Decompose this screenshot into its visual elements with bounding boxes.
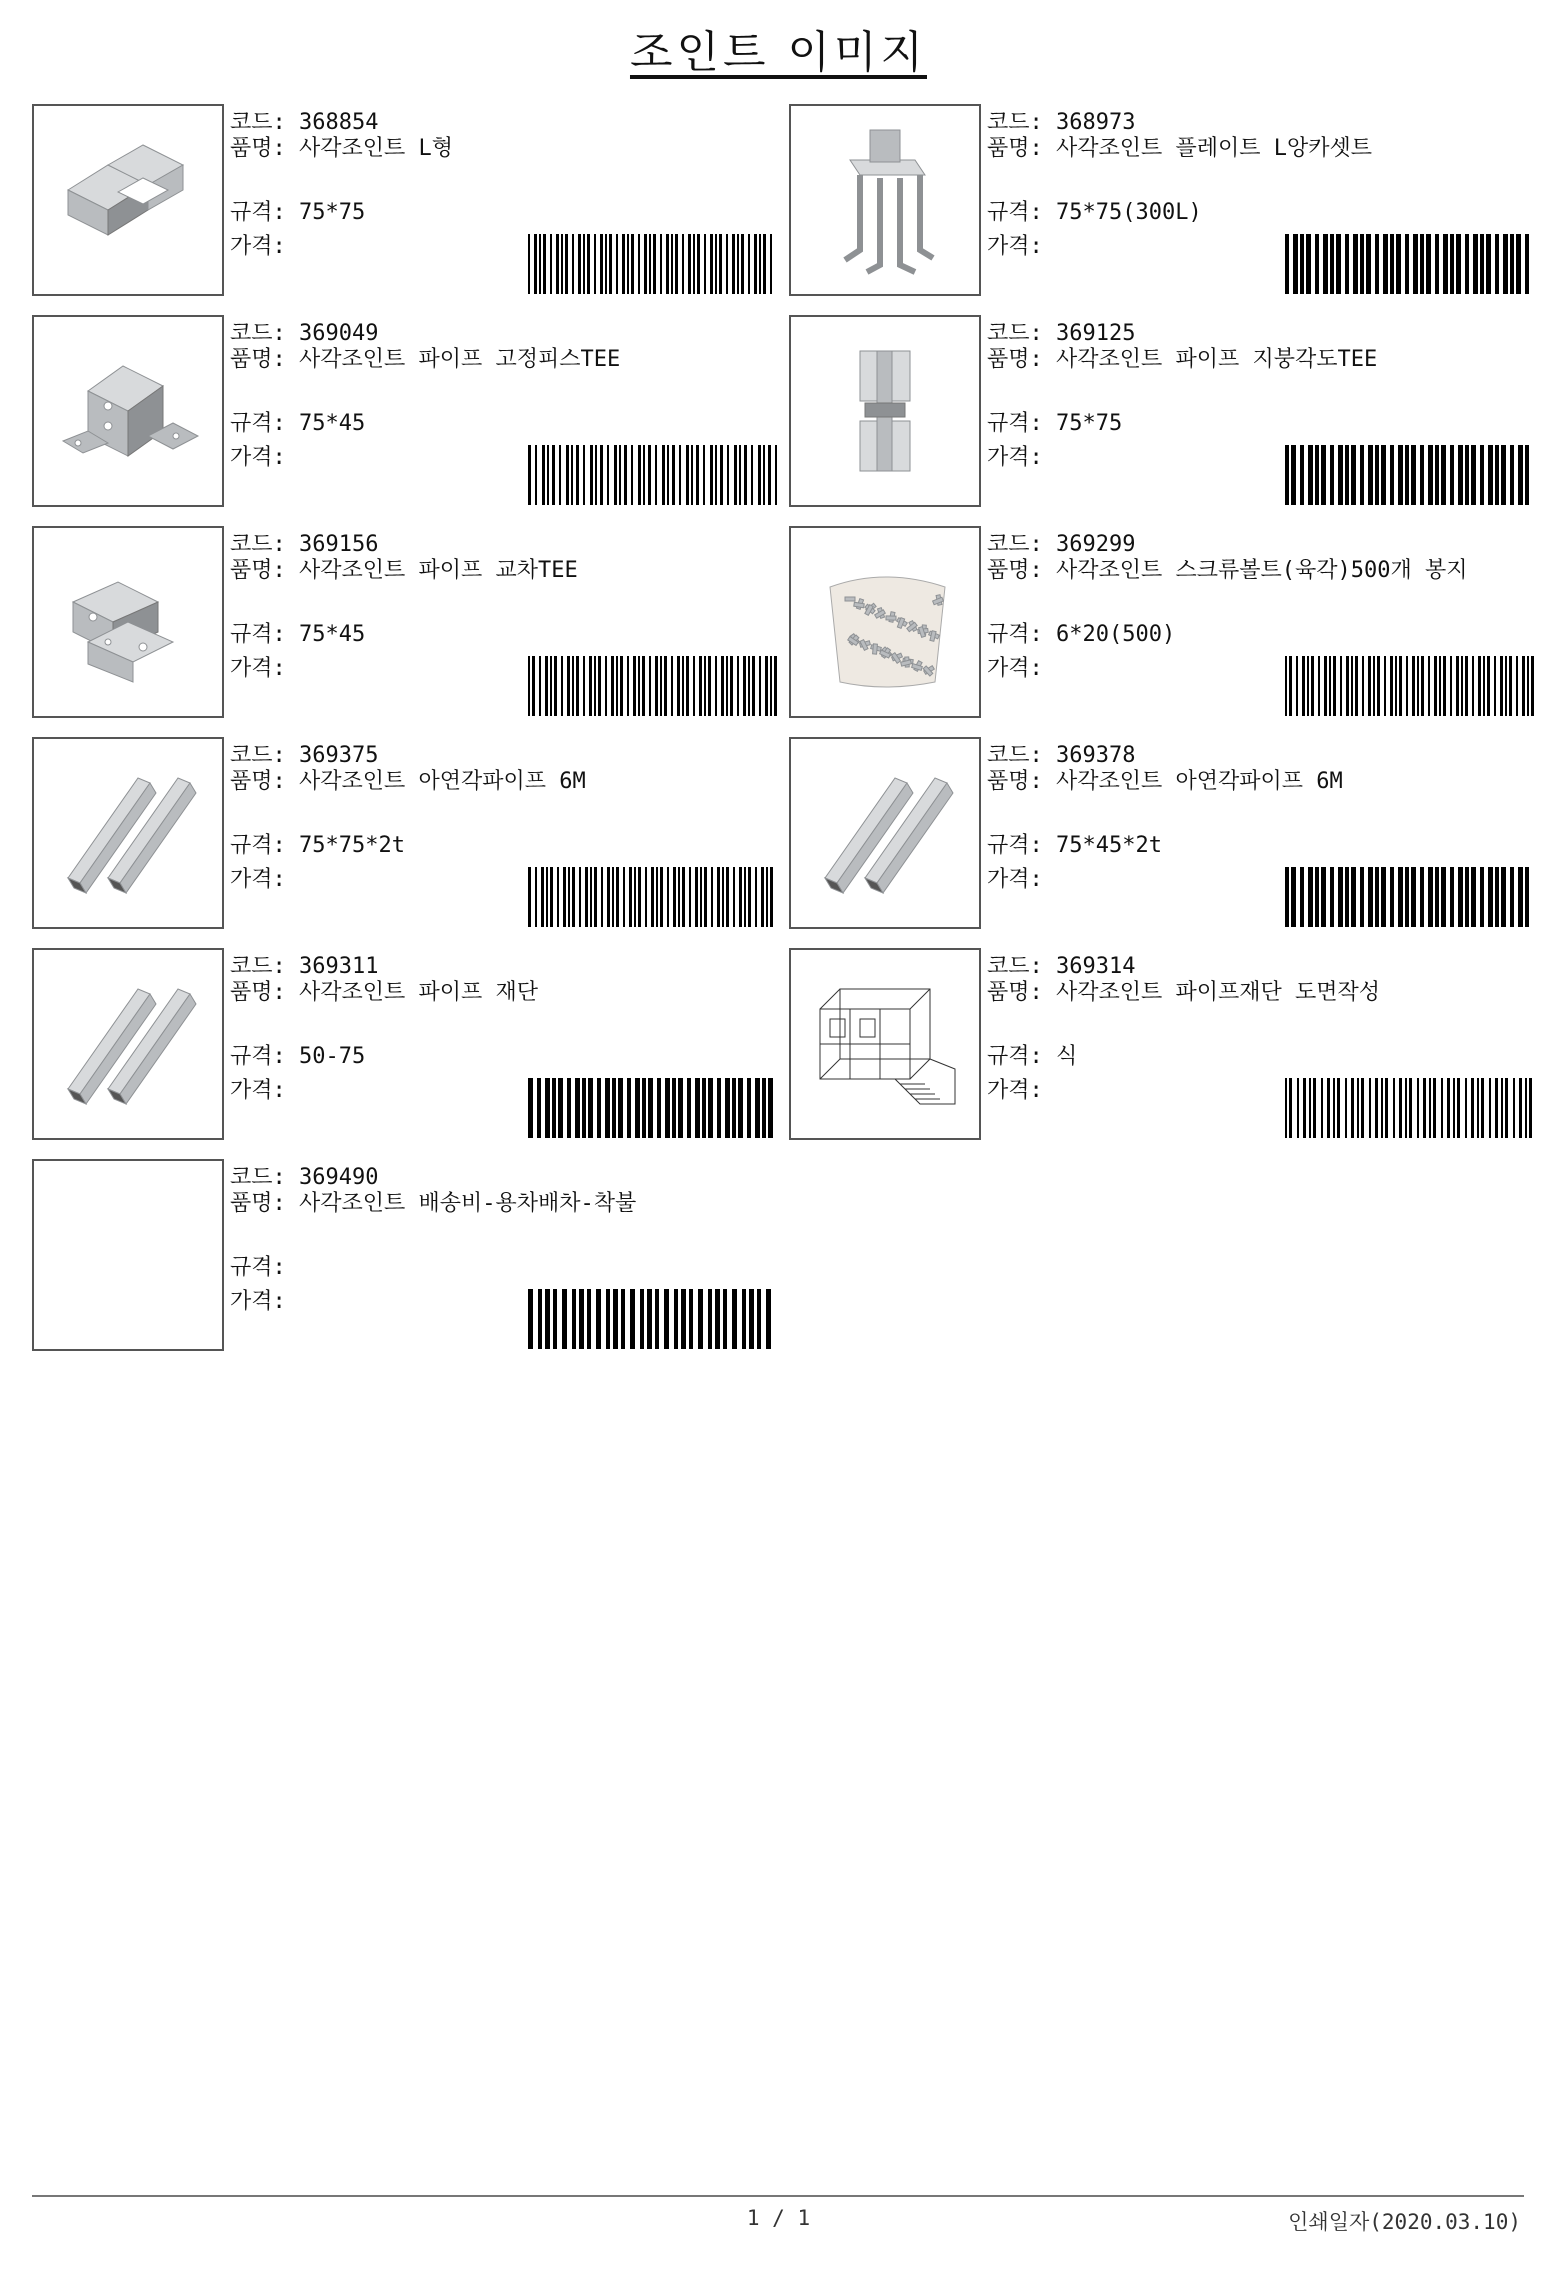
- print-date: 인쇄일자(2020.03.10): [1288, 2210, 1521, 2234]
- product-image: [789, 104, 981, 296]
- product-card: [789, 104, 1539, 296]
- product-info: [987, 737, 1535, 929]
- product-card: [789, 526, 1539, 718]
- product-name: 품명: 사각조인트 파이프 지붕각도TEE: [987, 347, 1378, 372]
- product-name: 품명: 사각조인트 파이프 재단: [230, 980, 539, 1005]
- product-info: [230, 1159, 778, 1351]
- product-info: [230, 315, 778, 507]
- product-card: [32, 315, 782, 507]
- product-card: [789, 948, 1539, 1140]
- product-image: [789, 315, 981, 507]
- product-name: 품명: 사각조인트 파이프 교차TEE: [230, 558, 578, 583]
- barcode: [1285, 234, 1535, 294]
- product-code: 코드: 368854: [230, 110, 379, 135]
- product-info: [987, 104, 1535, 296]
- product-image: [789, 737, 981, 929]
- product-spec: 규격: 75*75: [230, 200, 366, 225]
- product-price: 가격:: [230, 1289, 286, 1314]
- product-image: [789, 526, 981, 718]
- barcode: [528, 656, 778, 716]
- product-image: [789, 948, 981, 1140]
- product-image: [32, 737, 224, 929]
- barcode: [1285, 867, 1535, 927]
- barcode: [528, 445, 778, 505]
- product-price: 가격:: [230, 867, 286, 892]
- product-name: 품명: 사각조인트 파이프 고정피스TEE: [230, 347, 621, 372]
- product-code: 코드: 369375: [230, 743, 379, 768]
- product-code: 코드: 369125: [987, 321, 1136, 346]
- product-code: 코드: 369311: [230, 954, 379, 979]
- product-card: [789, 737, 1539, 929]
- product-price: 가격:: [987, 867, 1043, 892]
- product-spec: 규격: 75*45*2t: [987, 833, 1162, 858]
- product-image: [32, 526, 224, 718]
- product-card: [789, 315, 1539, 507]
- product-spec: 규격: 75*75*2t: [230, 833, 405, 858]
- product-name: 품명: 사각조인트 배송비-용차배차-착불: [230, 1191, 637, 1216]
- product-image: [32, 104, 224, 296]
- product-code: 코드: 369490: [230, 1165, 379, 1190]
- product-card: [32, 737, 782, 929]
- product-info: [230, 948, 778, 1140]
- product-info: [230, 526, 778, 718]
- product-image: [32, 1159, 224, 1351]
- product-spec: 규격: 75*75(300L): [987, 200, 1202, 225]
- product-card: [32, 1159, 782, 1351]
- product-image: [32, 315, 224, 507]
- product-price: 가격:: [230, 1078, 286, 1103]
- product-name: 품명: 사각조인트 아연각파이프 6M: [987, 769, 1343, 794]
- page-title: 조인트 이미지: [629, 27, 927, 78]
- product-spec: 규격:: [230, 1255, 286, 1280]
- product-price: 가격:: [987, 656, 1043, 681]
- barcode: [1285, 656, 1535, 716]
- product-code: 코드: 369299: [987, 532, 1136, 557]
- barcode: [528, 867, 778, 927]
- product-spec: 규격: 식: [987, 1044, 1078, 1069]
- product-card: [32, 526, 782, 718]
- product-name: 품명: 사각조인트 스크류볼트(육각)500개 봉지: [987, 558, 1468, 583]
- product-image: [32, 948, 224, 1140]
- product-code: 코드: 369314: [987, 954, 1136, 979]
- product-name: 품명: 사각조인트 L형: [230, 136, 454, 161]
- product-name: 품명: 사각조인트 파이프재단 도면작성: [987, 980, 1381, 1005]
- product-price: 가격:: [230, 445, 286, 470]
- product-spec: 규격: 75*45: [230, 411, 366, 436]
- product-price: 가격:: [987, 234, 1043, 259]
- page-number: 1 / 1: [746, 2206, 811, 2230]
- product-spec: 규격: 75*75: [987, 411, 1123, 436]
- barcode: [1285, 1078, 1535, 1138]
- product-spec: 규격: 75*45: [230, 622, 366, 647]
- product-code: 코드: 369049: [230, 321, 379, 346]
- barcode: [528, 1078, 778, 1138]
- product-info: [987, 315, 1535, 507]
- product-spec: 규격: 6*20(500): [987, 622, 1176, 647]
- product-price: 가격:: [987, 445, 1043, 470]
- product-spec: 규격: 50-75: [230, 1044, 366, 1069]
- product-card: [32, 948, 782, 1140]
- footer-divider: [32, 2195, 1524, 2197]
- product-card: [32, 104, 782, 296]
- product-code: 코드: 369378: [987, 743, 1136, 768]
- barcode: [528, 234, 778, 294]
- product-code: 코드: 369156: [230, 532, 379, 557]
- product-info: [230, 737, 778, 929]
- product-info: [987, 526, 1535, 718]
- product-name: 품명: 사각조인트 플레이트 L앙카셋트: [987, 136, 1373, 161]
- product-code: 코드: 368973: [987, 110, 1136, 135]
- product-price: 가격:: [230, 656, 286, 681]
- product-price: 가격:: [230, 234, 286, 259]
- product-info: [987, 948, 1535, 1140]
- product-name: 품명: 사각조인트 아연각파이프 6M: [230, 769, 586, 794]
- barcode: [1285, 445, 1535, 505]
- barcode: [528, 1289, 778, 1349]
- product-price: 가격:: [987, 1078, 1043, 1103]
- product-info: [230, 104, 778, 296]
